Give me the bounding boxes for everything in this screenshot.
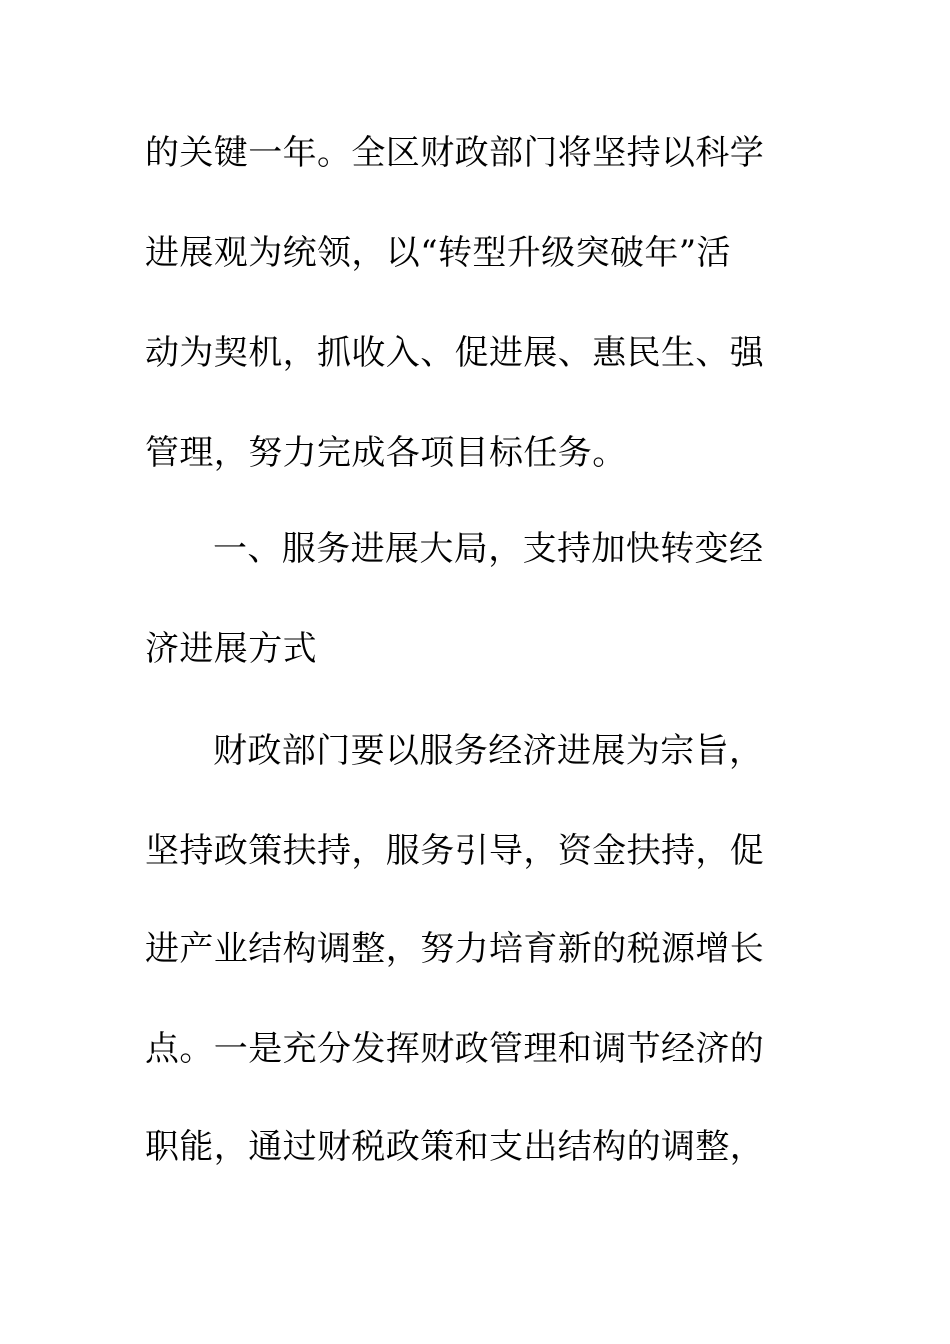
paragraph-line-4: 管理，努力完成各项目标任务。 — [145, 433, 627, 473]
paragraph-line-9: 职能，通过财税政策和支出结构的调整， — [145, 1127, 765, 1167]
paragraph-line-1: 的关键一年。全区财政部门将坚持以科学 — [145, 133, 765, 173]
paragraph-line-3: 动为契机，抓收入、促进展、惠民生、强 — [145, 333, 765, 373]
paragraph-line-2: 进展观为统领，以“转型升级突破年”活 — [145, 233, 731, 273]
paragraph-line-8: 点。一是充分发挥财政管理和调节经济的 — [145, 1029, 765, 1069]
section-heading-line-1: 一、服务进展大局，支持加快转变经 — [213, 529, 764, 569]
paragraph-line-7: 进产业结构调整，努力培育新的税源增长 — [145, 929, 765, 969]
paragraph-line-5: 财政部门要以服务经济进展为宗旨， — [213, 731, 764, 771]
paragraph-line-6: 坚持政策扶持，服务引导，资金扶持，促 — [145, 831, 765, 871]
section-heading-line-2: 济进展方式 — [145, 629, 317, 669]
